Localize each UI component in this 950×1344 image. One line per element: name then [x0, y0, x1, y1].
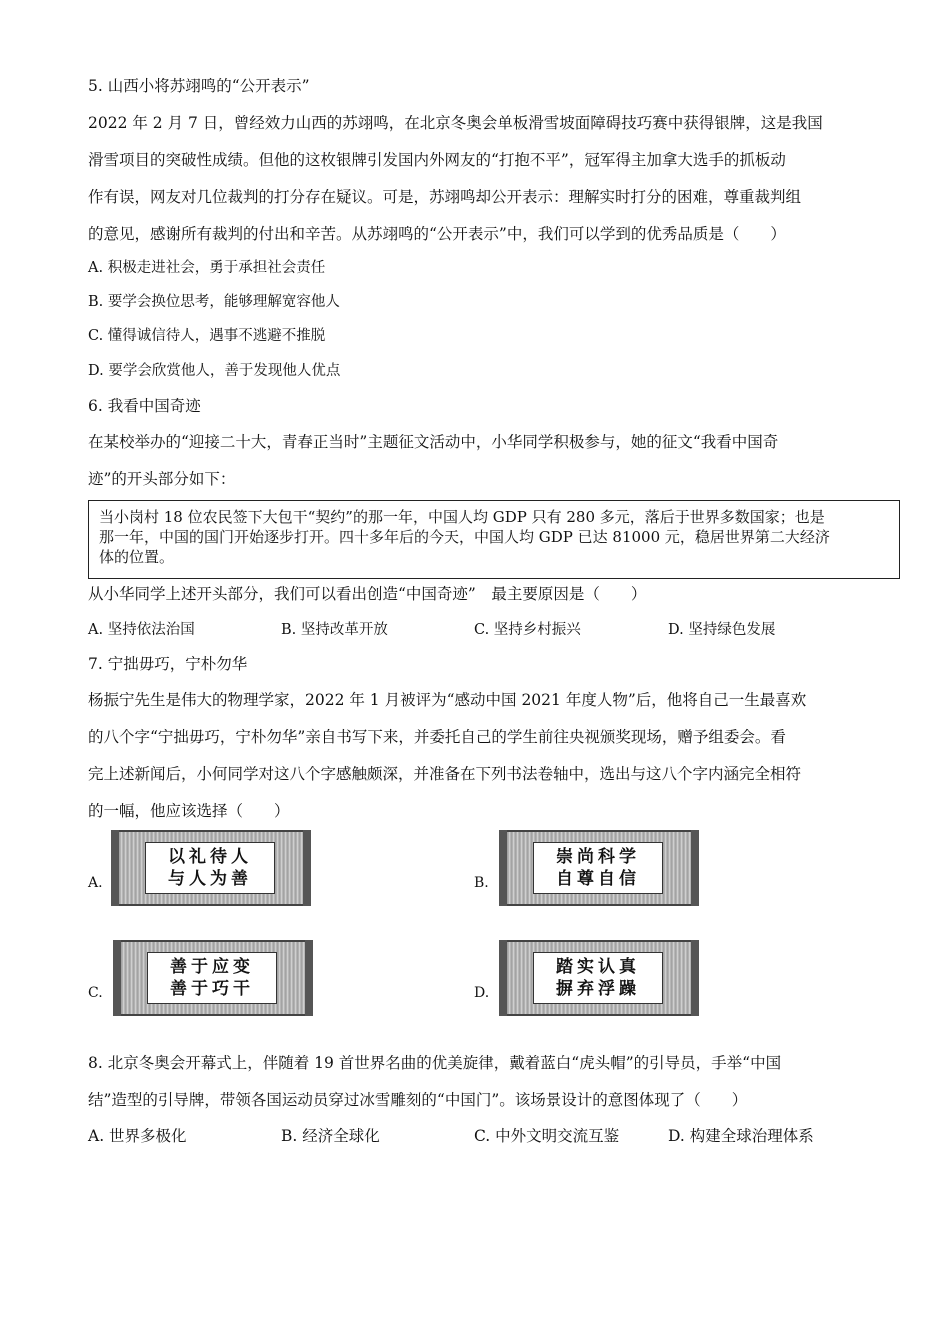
- q8-option-a: A. 世界多极化: [88, 1127, 187, 1145]
- scroll-text-line-1: 踏实认真: [556, 957, 640, 977]
- q8-stem-line-1: 8. 北京冬奥会开幕式上，伴随着 19 首世界名曲的优美旋律，戴着蓝白“虎头帽”的引导员，手举“中国: [88, 1054, 782, 1072]
- scroll-rod-right: [691, 940, 699, 1016]
- q6-excerpt-box: [88, 500, 900, 579]
- q7-scroll-d: [503, 940, 695, 1016]
- scroll-paper: [147, 952, 277, 1004]
- scroll-rod-left: [111, 830, 119, 906]
- scroll-text-line-2: 摒弃浮躁: [556, 979, 640, 999]
- scroll-rod-right: [691, 830, 699, 906]
- scroll-rod-left: [499, 830, 507, 906]
- q6-question: 从小华同学上述开头部分，我们可以看出创造“中国奇迹” 最主要原因是（ ）: [88, 585, 647, 603]
- q7-stem-line-1: 杨振宁先生是伟大的物理学家，2022 年 1 月被评为“感动中国 2021 年度人物”后，他将自己一生最喜欢: [88, 691, 807, 709]
- q6-option-c: C. 坚持乡村振兴: [474, 622, 581, 638]
- q7-scroll-c: [117, 940, 309, 1016]
- q8-option-c: C. 中外文明交流互鉴: [474, 1127, 620, 1145]
- q6-option-a: A. 坚持依法治国: [88, 622, 195, 638]
- scroll-text-line-1: 善于应变: [170, 957, 254, 977]
- q6-excerpt-line-1: 当小岗村 18 位农民签下大包干“契约”的那一年，中国人均 GDP 只有 280 多元，落后于世界多数国家；也是: [99, 508, 825, 526]
- q6-excerpt-line-3: 体的位置。: [99, 548, 175, 566]
- q7-option-c-letter: C.: [88, 985, 103, 1001]
- q6-option-d: D. 坚持绿色发展: [668, 622, 776, 638]
- q6-title: 6. 我看中国奇迹: [88, 397, 201, 415]
- scroll-paper: [145, 842, 275, 894]
- scroll-text-line-2: 自尊自信: [556, 869, 640, 889]
- q7-scroll-b: [503, 830, 695, 906]
- q5-option-a: A. 积极走进社会，勇于承担社会责任: [88, 260, 326, 276]
- scroll-text-line-1: 以礼待人: [168, 847, 252, 867]
- q7-option-a-letter: A.: [88, 875, 103, 891]
- scroll-rod-left: [113, 940, 121, 1016]
- q5-stem-line-2: 滑雪项目的突破性成绩。但他的这枚银牌引发国内外网友的“打抱不平”，冠军得主加拿大选手的抓板动: [88, 151, 786, 169]
- scroll-text-line-2: 善于巧干: [170, 979, 254, 999]
- q5-stem-line-1: 2022 年 2 月 7 日，曾经效力山西的苏翊鸣，在北京冬奥会单板滑雪坡面障碍技巧赛中获得银牌，这是我国: [88, 114, 823, 132]
- q8-option-b: B. 经济全球化: [281, 1127, 380, 1145]
- q8-stem-line-2: 结”造型的引导牌，带领各国运动员穿过冰雪雕刻的“中国门”。该场景设计的意图体现了（ ）: [88, 1091, 748, 1109]
- scroll-rod-left: [499, 940, 507, 1016]
- scroll-paper: [533, 842, 663, 894]
- scroll-paper: [533, 952, 663, 1004]
- q6-excerpt-line-2: 那一年，中国的国门开始逐步打开。四十多年后的今天，中国人均 GDP 已达 81000 元，稳居世界第二大经济: [99, 528, 830, 546]
- q7-stem-line-4: 的一幅，他应该选择（ ）: [88, 802, 290, 820]
- scroll-rod-right: [303, 830, 311, 906]
- q5-title: 5. 山西小将苏翊鸣的“公开表示”: [88, 77, 310, 95]
- q7-stem-line-3: 完上述新闻后，小何同学对这八个字感触颇深，并准备在下列书法卷轴中，选出与这八个字内涵完全相符: [88, 765, 802, 783]
- q5-option-d: D. 要学会欣赏他人，善于发现他人优点: [88, 363, 341, 379]
- q7-title: 7. 宁拙毋巧，宁朴勿华: [88, 655, 248, 673]
- q5-option-b: B. 要学会换位思考，能够理解宽容他人: [88, 294, 340, 310]
- q8-option-d: D. 构建全球治理体系: [668, 1127, 814, 1145]
- q5-option-c: C. 懂得诚信待人，遇事不逃避不推脱: [88, 328, 326, 344]
- q6-stem-line-2: 迹”的开头部分如下：: [88, 470, 236, 488]
- q6-option-b: B. 坚持改革开放: [281, 622, 388, 638]
- q5-stem-line-4: 的意见，感谢所有裁判的付出和辛苦。从苏翊鸣的“公开表示”中，我们可以学到的优秀品质是（ ）: [88, 225, 786, 243]
- q7-option-d-letter: D.: [474, 985, 490, 1001]
- scroll-rod-right: [305, 940, 313, 1016]
- q7-stem-line-2: 的八个字“宁拙毋巧，宁朴勿华”亲自书写下来，并委托自己的学生前往央视颁奖现场，赠予组委会。看: [88, 728, 786, 746]
- scroll-text-line-1: 崇尚科学: [556, 847, 640, 867]
- scroll-text-line-2: 与人为善: [168, 869, 252, 889]
- q7-option-b-letter: B.: [474, 875, 489, 891]
- q5-stem-line-3: 作有误，网友对几位裁判的打分存在疑议。可是，苏翊鸣却公开表示：理解实时打分的困难，尊重裁判组: [88, 188, 802, 206]
- q6-stem-line-1: 在某校举办的“迎接二十大，青春正当时”主题征文活动中，小华同学积极参与，她的征文“我看中国奇: [88, 433, 779, 451]
- q7-scroll-a: [115, 830, 307, 906]
